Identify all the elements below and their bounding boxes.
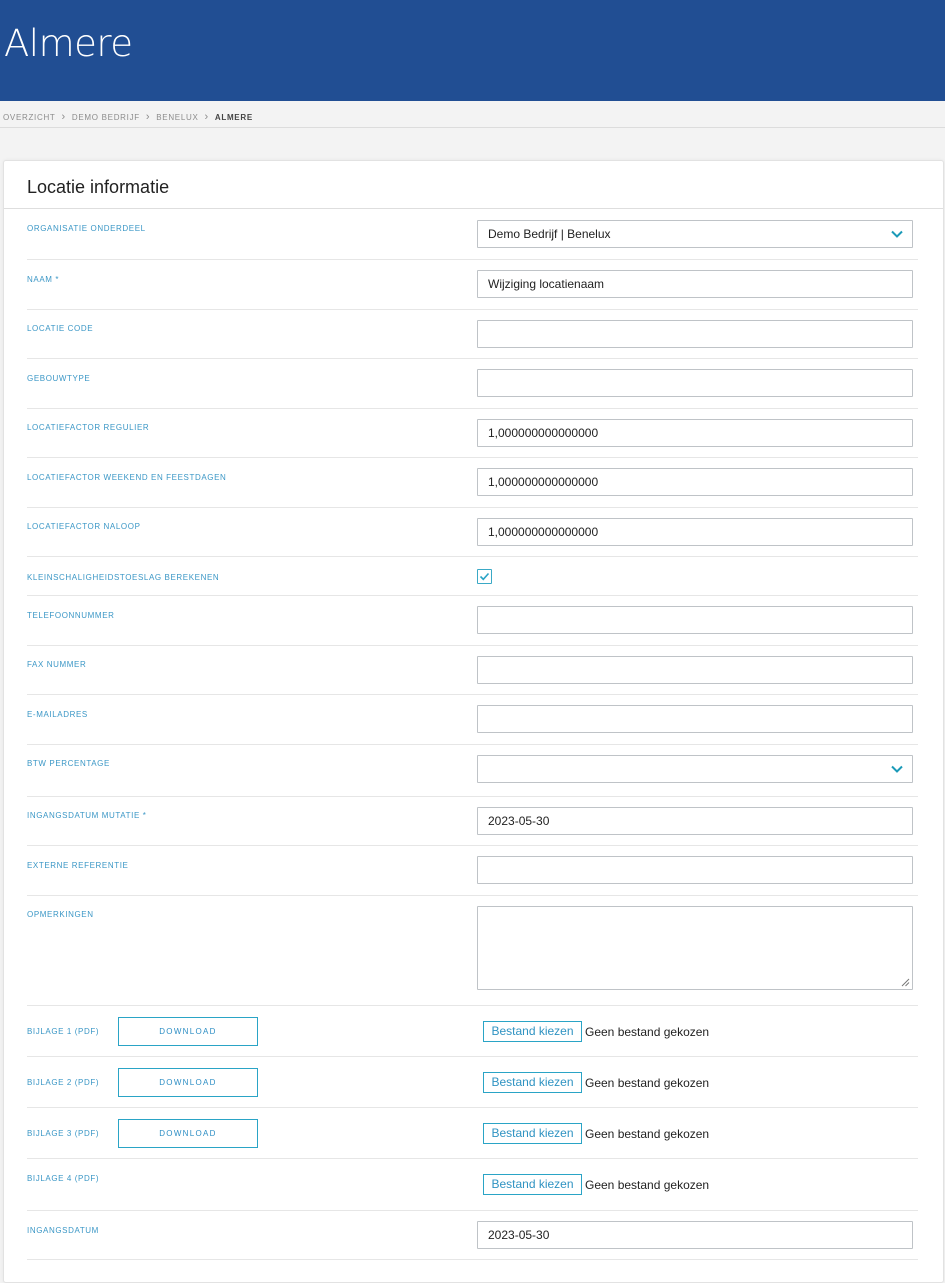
download-bijlage-3-button[interactable]: DOWNLOAD	[118, 1119, 258, 1148]
label-locatiefactor-naloop: LOCATIEFACTOR NALOOP	[27, 522, 141, 531]
locatie-code-input[interactable]	[477, 320, 913, 348]
locatiefactor-regulier-input[interactable]: 1,000000000000000	[477, 419, 913, 447]
row-divider	[27, 1005, 918, 1006]
checkmark-icon	[479, 571, 490, 582]
label-ingangsdatum: INGANGSDATUM	[27, 1226, 99, 1235]
card-title-divider	[4, 208, 943, 209]
breadcrumb-item-benelux[interactable]: BENELUX	[156, 112, 199, 122]
chevron-down-icon	[890, 227, 904, 241]
bijlage-4-file-status: Geen bestand gekozen	[585, 1178, 710, 1192]
fax-nummer-input[interactable]	[477, 656, 913, 684]
row-divider	[27, 507, 918, 508]
row-divider	[27, 744, 918, 745]
ingangsdatum-input[interactable]: 2023-05-30	[477, 1221, 913, 1249]
label-emailadres: E-MAILADRES	[27, 710, 88, 719]
row-divider	[27, 1259, 918, 1260]
row-divider	[27, 694, 918, 695]
row-divider	[27, 309, 918, 310]
locatiefactor-naloop-input[interactable]: 1,000000000000000	[477, 518, 913, 546]
bijlage-3-file-status: Geen bestand gekozen	[585, 1127, 710, 1141]
label-bijlage-3: BIJLAGE 3 (PDF)	[27, 1129, 100, 1138]
label-bijlage-1: BIJLAGE 1 (PDF)	[27, 1027, 100, 1036]
label-bijlage-2: BIJLAGE 2 (PDF)	[27, 1078, 100, 1087]
emailadres-input[interactable]	[477, 705, 913, 733]
download-bijlage-1-button[interactable]: DOWNLOAD	[118, 1017, 258, 1046]
row-divider	[27, 556, 918, 557]
row-divider	[27, 796, 918, 797]
resize-handle-icon[interactable]	[901, 978, 910, 987]
row-divider	[27, 1107, 918, 1108]
ingangsdatum-mutatie-input[interactable]: 2023-05-30	[477, 807, 913, 835]
row-divider	[27, 1056, 918, 1057]
breadcrumb-item-demo-bedrijf[interactable]: DEMO BEDRIJF	[71, 112, 140, 122]
row-divider	[27, 895, 918, 896]
row-divider	[27, 595, 918, 596]
card-title: Locatie informatie	[27, 177, 170, 197]
label-locatiefactor-weekend: LOCATIEFACTOR WEEKEND EN FEESTDAGEN	[27, 473, 227, 482]
page-title: Almere	[4, 22, 133, 65]
chevron-down-icon	[890, 762, 904, 776]
bijlage-4-file-button[interactable]: Bestand kiezen	[483, 1174, 582, 1195]
gebouwtype-input[interactable]	[477, 369, 913, 397]
row-divider	[27, 645, 918, 646]
telefoonnummer-input[interactable]	[477, 606, 913, 634]
label-organisatie-onderdeel: ORGANISATIE ONDERDEEL	[27, 224, 146, 233]
bijlage-3-file-button[interactable]: Bestand kiezen	[483, 1123, 582, 1144]
chevron-right-icon: ›	[145, 111, 151, 123]
breadcrumb-item-overzicht[interactable]: OVERZICHT	[3, 112, 56, 122]
download-bijlage-2-button[interactable]: DOWNLOAD	[118, 1068, 258, 1097]
row-divider	[27, 408, 918, 409]
row-divider	[27, 259, 918, 260]
bijlage-2-file-status: Geen bestand gekozen	[585, 1076, 710, 1090]
page-header	[0, 0, 945, 101]
row-divider	[27, 358, 918, 359]
kleinschaligheidstoeslag-checkbox[interactable]	[477, 569, 492, 584]
row-divider	[27, 457, 918, 458]
label-btw-percentage: BTW PERCENTAGE	[27, 759, 110, 768]
breadcrumb-current: ALMERE	[214, 112, 253, 122]
opmerkingen-textarea[interactable]	[477, 906, 913, 990]
row-divider	[27, 845, 918, 846]
btw-percentage-select[interactable]	[477, 755, 913, 783]
externe-referentie-input[interactable]	[477, 856, 913, 884]
chevron-right-icon: ›	[61, 111, 66, 123]
bijlage-1-file-status: Geen bestand gekozen	[585, 1025, 710, 1039]
label-locatie-code: LOCATIE CODE	[27, 324, 94, 333]
locatiefactor-weekend-input[interactable]: 1,000000000000000	[477, 468, 913, 496]
label-gebouwtype: GEBOUWTYPE	[27, 374, 91, 383]
bijlage-1-file-button[interactable]: Bestand kiezen	[483, 1021, 582, 1042]
breadcrumb	[3, 111, 253, 123]
label-locatiefactor-regulier: LOCATIEFACTOR REGULIER	[27, 423, 150, 432]
chevron-right-icon: ›	[204, 111, 209, 123]
label-telefoonnummer: TELEFOONNUMMER	[27, 611, 115, 620]
label-fax-nummer: FAX NUMMER	[27, 660, 87, 669]
row-divider	[27, 1158, 918, 1159]
bijlage-2-file-button[interactable]: Bestand kiezen	[483, 1072, 582, 1093]
row-divider	[27, 1210, 918, 1211]
label-naam: NAAM *	[27, 275, 60, 284]
label-externe-referentie: EXTERNE REFERENTIE	[27, 861, 129, 870]
organisatie-onderdeel-select[interactable]	[477, 220, 913, 248]
label-bijlage-4: BIJLAGE 4 (PDF)	[27, 1174, 100, 1183]
label-ingangsdatum-mutatie: INGANGSDATUM MUTATIE *	[27, 811, 147, 820]
label-kleinschaligheidstoeslag: KLEINSCHALIGHEIDSTOESLAG BEREKENEN	[27, 573, 220, 582]
breadcrumb-divider	[0, 127, 945, 128]
label-opmerkingen: OPMERKINGEN	[27, 910, 94, 919]
organisatie-onderdeel-value: Demo Bedrijf | Benelux	[488, 227, 611, 241]
naam-input[interactable]: Wijziging locatienaam	[477, 270, 913, 298]
